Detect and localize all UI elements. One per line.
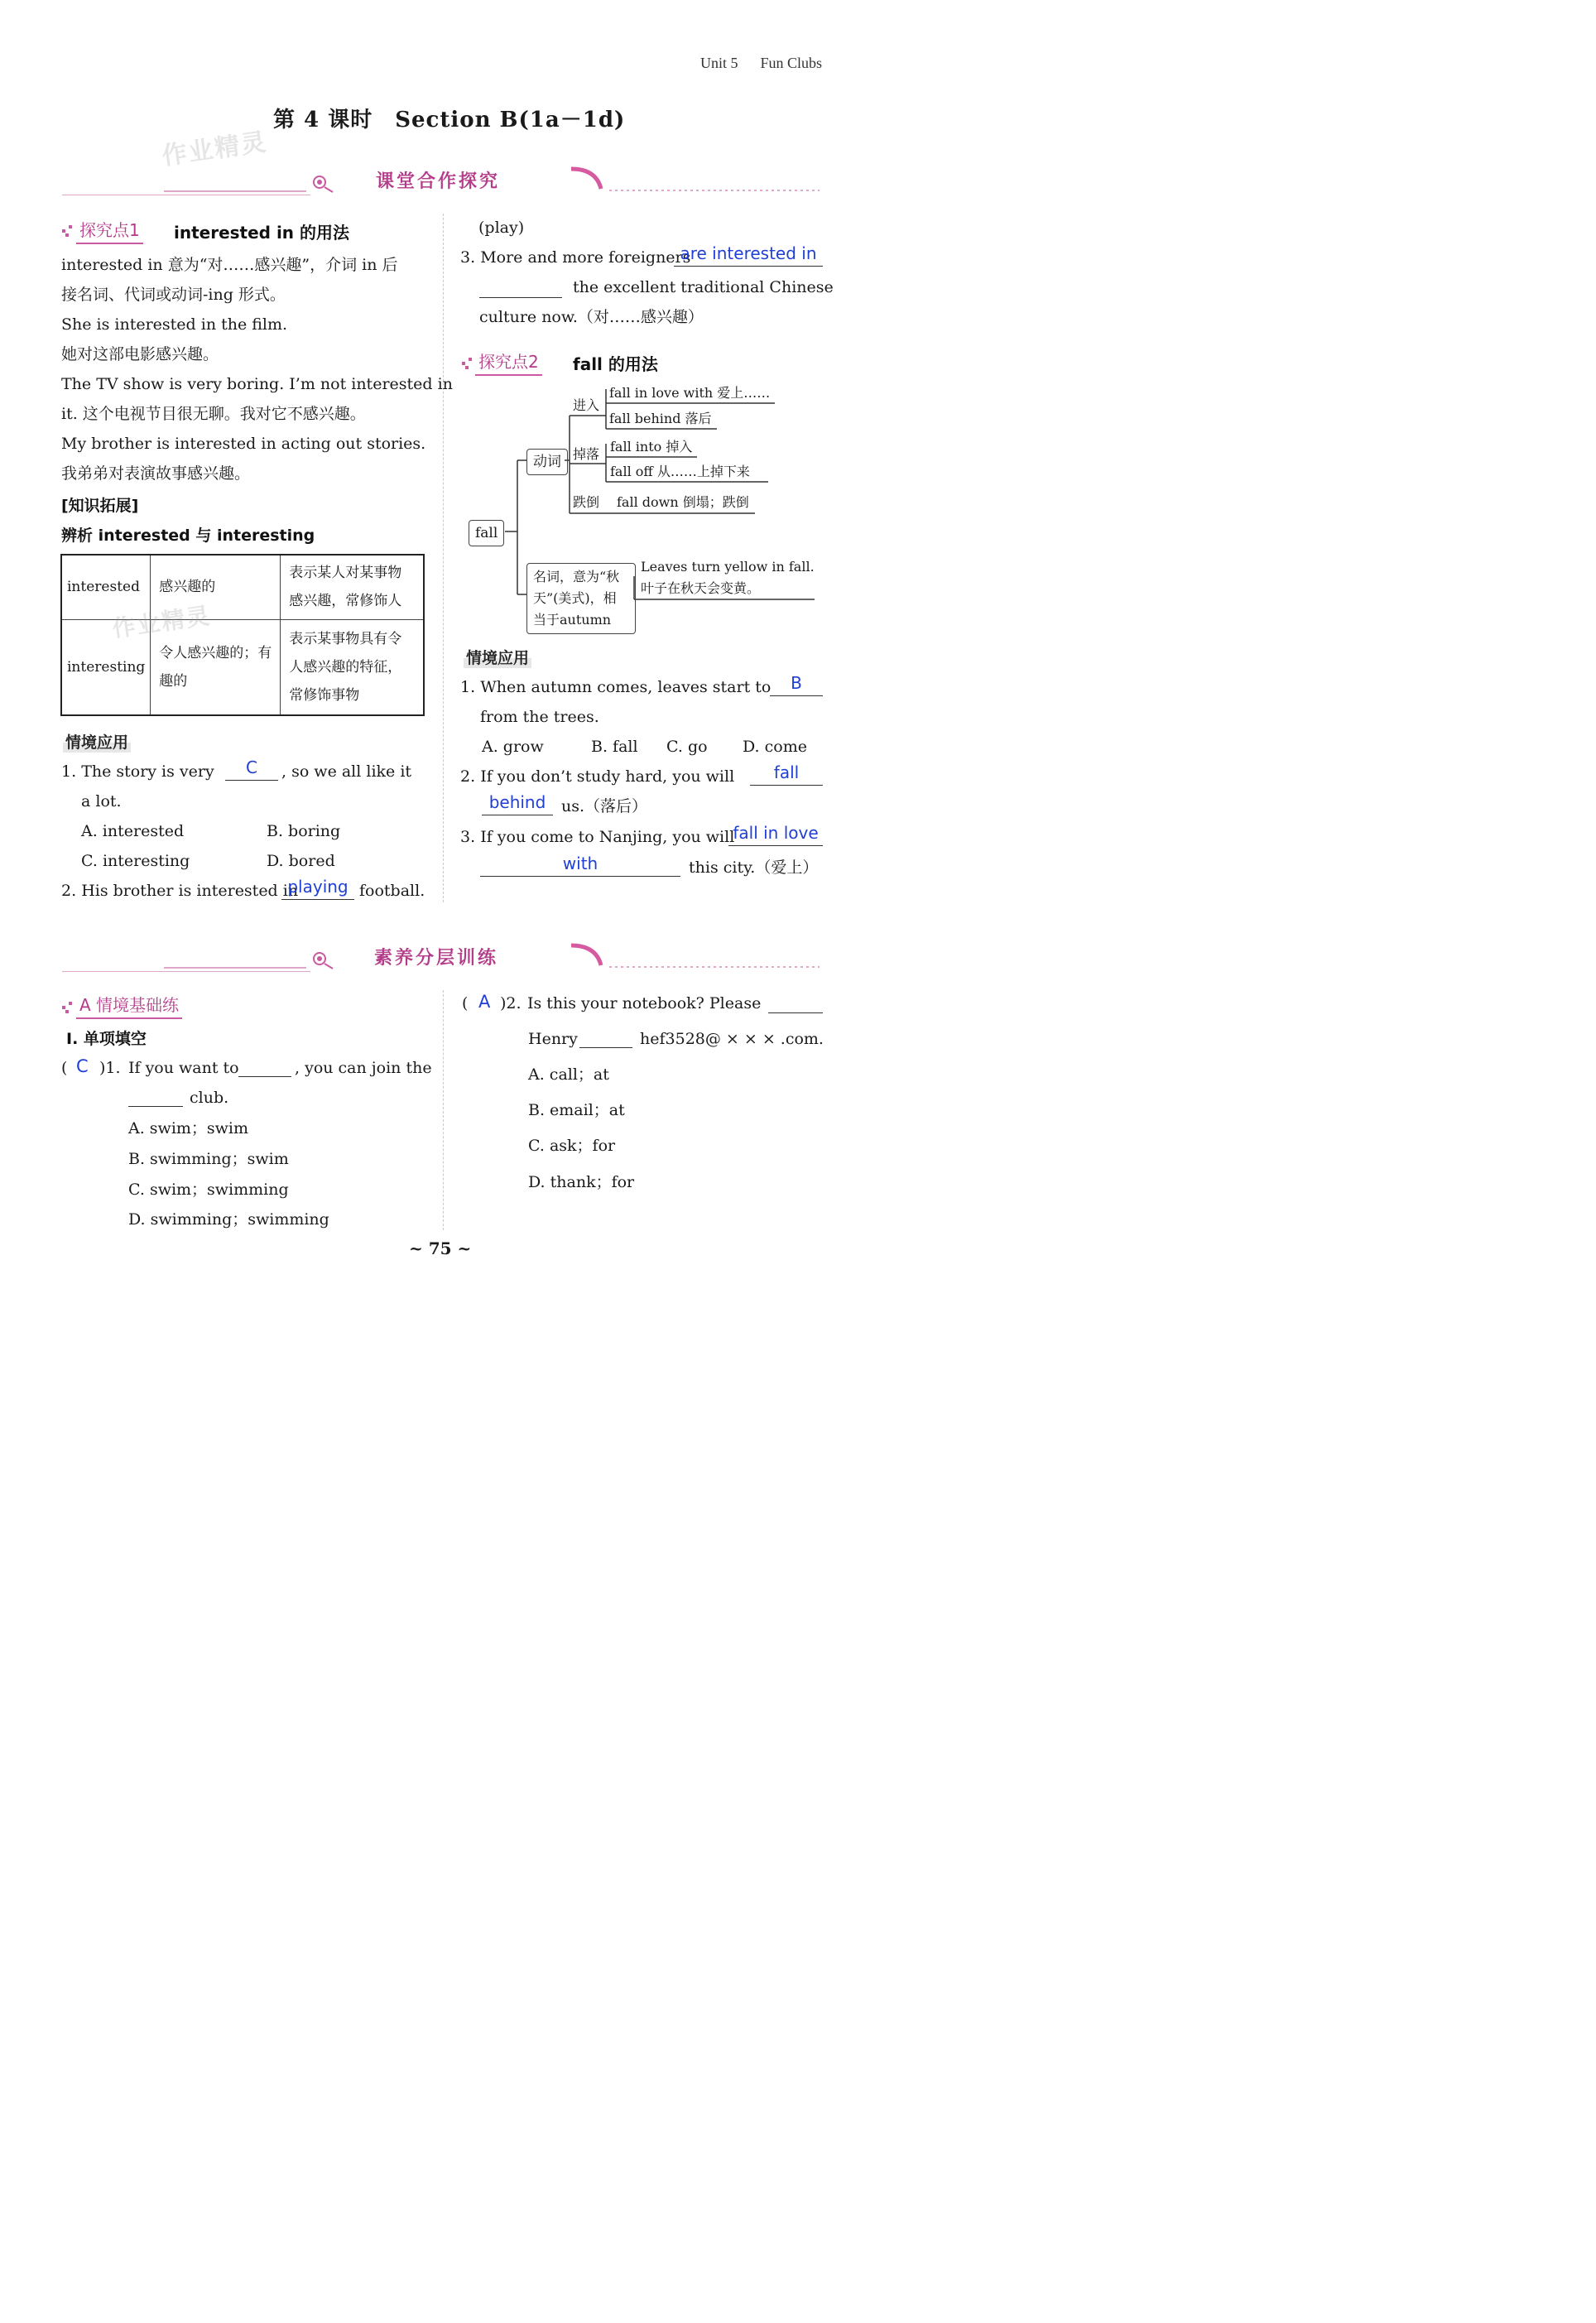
option-a: A. swim；swim <box>128 1119 249 1137</box>
right-q3-text: 3. More and more foreigners <box>460 248 691 267</box>
answer-text: fall <box>773 762 800 782</box>
mind-map-drop: 掉落 <box>573 446 600 462</box>
part-one-heading: Ⅰ. 单项填空 <box>66 1030 147 1048</box>
option-c: C. go <box>666 738 708 756</box>
left-q2-hint: (play) <box>478 219 525 237</box>
option-d: D. thank；for <box>528 1173 635 1191</box>
sa-q2-line2-post: hef3528@ × × × .com. <box>640 1030 824 1048</box>
answer-text: with <box>562 854 598 873</box>
answer-text: fall in love <box>733 823 819 843</box>
key-point-1-label: 探究点1 <box>76 217 143 244</box>
kp1-line: 我弟弟对表演故事感兴趣。 <box>61 464 251 483</box>
answer-blank[interactable] <box>750 760 823 786</box>
mind-map-example-zh: 叶子在秋天会变黄。 <box>641 580 761 596</box>
sa-q2-answer: A <box>478 992 491 1012</box>
option-d: D. swimming；swimming <box>128 1210 329 1229</box>
kp1-line: it. 这个电视节目很无聊。我对它不感兴趣。 <box>61 405 366 423</box>
mind-map-item: fall in love with 爱上…… <box>609 385 771 401</box>
option-a: A. call；at <box>528 1065 609 1084</box>
answer-blank[interactable] <box>482 790 553 815</box>
mind-map-item: fall off 从……上掉下来 <box>610 464 750 479</box>
kp1-line: My brother is interested in acting out stories. <box>61 435 426 453</box>
option-d: D. bored <box>267 852 335 870</box>
option-a: A. grow <box>482 738 544 756</box>
left-q1-cont: a lot. <box>81 792 122 810</box>
table-cell-word: interested <box>61 555 151 619</box>
right-q2-post: us.（落后） <box>561 797 648 815</box>
answer-blank[interactable] <box>768 988 823 1013</box>
kp1-line: interested in 意为“对……感兴趣”，介词 in 后 <box>61 256 398 274</box>
kp1-line: The TV show is very boring. I’m not interested in <box>61 375 453 393</box>
right-q3b-text: 3. If you come to Nanjing, you will <box>460 828 735 846</box>
unit-title: Fun Clubs <box>760 55 823 71</box>
sa-q1-mid: , you can join the <box>295 1059 432 1077</box>
kp1-line: 她对这部电影感兴趣。 <box>61 345 219 363</box>
right-q3-line3: culture now.（对……感兴趣） <box>479 308 704 326</box>
table-cell-meaning: 感兴趣的 <box>151 555 281 619</box>
sa-q1-text: If you want to <box>128 1059 239 1077</box>
right-q2-text: 2. If you don’t study hard, you will <box>460 767 735 786</box>
option-b: B. fall <box>591 738 638 756</box>
table-cell-meaning: 令人感兴趣的；有趣的 <box>151 619 281 715</box>
option-c: C. ask；for <box>528 1137 616 1155</box>
option-b: B. email；at <box>528 1101 625 1119</box>
section-a-label: A 情境基础练 <box>76 992 182 1019</box>
magnifier-icon <box>306 945 336 972</box>
mind-map-tumble: 跌倒 <box>573 494 600 510</box>
mind-map-item: fall into 掉入 <box>610 439 693 454</box>
band-ornament <box>563 940 821 975</box>
option-d: D. come <box>743 738 807 756</box>
mind-map-enter: 进入 <box>573 397 600 413</box>
watermark-logo: 作业精灵 <box>110 601 213 643</box>
answer-blank[interactable] <box>728 820 823 846</box>
option-c: C. swim；swimming <box>128 1181 289 1199</box>
answer-text: C <box>246 758 257 777</box>
key-point-2-title: fall 的用法 <box>573 354 658 374</box>
page-number: ~ 75 ~ <box>409 1238 472 1258</box>
sa-q1-answer: C <box>76 1056 89 1076</box>
sa-q2-paren: ( <box>462 994 469 1012</box>
mind-map-noun-box: 名词，意为“秋 天”(美式)，相 当于autumn <box>526 563 636 634</box>
sa-q1-num: )1. <box>99 1059 121 1077</box>
answer-text: behind <box>488 792 546 812</box>
right-q3b-post: this city.（爱上） <box>689 858 819 877</box>
practice-label-left: 情境应用 <box>63 730 131 753</box>
left-q1-text: 1. The story is very <box>61 762 214 781</box>
answer-blank[interactable] <box>770 671 823 696</box>
left-q1-post: , so we all like it <box>281 762 412 781</box>
mind-map-root: fall <box>469 520 504 546</box>
sa-q1-cont: club. <box>190 1089 229 1107</box>
answer-blank[interactable] <box>480 851 680 877</box>
lesson-title: 第 4 课时 Section B(1a－1d) <box>273 108 626 132</box>
option-b: B. boring <box>267 822 341 840</box>
mind-map-item: fall behind 落后 <box>609 411 712 426</box>
sa-q2-num: )2. <box>500 994 522 1012</box>
right-q3-line2: the excellent traditional Chinese <box>573 278 834 296</box>
answer-blank[interactable] <box>579 1022 632 1048</box>
sa-q2-text: Is this your notebook? Please <box>527 994 762 1012</box>
kp1-line: 接名词、代词或动词-ing 形式。 <box>61 286 286 304</box>
analysis-title: 辨析 interested 与 interesting <box>61 527 315 545</box>
mind-map-item: fall down 倒塌；跌倒 <box>617 494 749 510</box>
option-b: B. swimming；swim <box>128 1150 289 1168</box>
mind-map-example-en: Leaves turn yellow in fall. <box>641 559 815 575</box>
unit-number: Unit 5 <box>700 55 738 71</box>
left-q2-text: 2. His brother is interested in <box>61 882 299 900</box>
table-cell-usage: 表示某事物具有令人感兴趣的特征，常修饰事物 <box>281 619 424 715</box>
option-a: A. interested <box>81 822 185 840</box>
kp1-line: She is interested in the film. <box>61 315 288 334</box>
answer-text: playing <box>287 877 349 897</box>
option-c: C. interesting <box>81 852 190 870</box>
workbook-page <box>0 0 894 1298</box>
sa-q2-line2-pre: Henry <box>528 1030 578 1048</box>
section-band-cooperative: 课堂合作探究 <box>376 171 501 192</box>
practice-label-right: 情境应用 <box>464 646 531 668</box>
table-cell-word: interesting <box>61 619 151 715</box>
mind-map-verb-box: 动词 <box>526 449 568 475</box>
answer-text: are interested in <box>680 243 817 263</box>
section-band-training: 素养分层训练 <box>374 948 499 969</box>
left-q2-post: football. <box>359 882 425 900</box>
sa-q1-paren: ( <box>61 1059 68 1077</box>
key-point-1-title: interested in 的用法 <box>174 223 350 243</box>
answer-blank[interactable] <box>238 1051 291 1077</box>
watermark-logo: 作业精灵 <box>160 127 270 171</box>
bullet-dots-icon <box>62 1002 72 1013</box>
table-cell-usage: 表示某人对某事物感兴趣，常修饰人 <box>281 555 424 619</box>
right-q1-cont: from the trees. <box>480 708 599 726</box>
right-q1-text: 1. When autumn comes, leaves start to <box>460 678 772 696</box>
answer-text: B <box>791 673 802 693</box>
knowledge-extension-label: [知识拓展] <box>61 497 139 515</box>
key-point-2-label: 探究点2 <box>475 349 542 376</box>
answer-blank[interactable] <box>128 1081 183 1107</box>
